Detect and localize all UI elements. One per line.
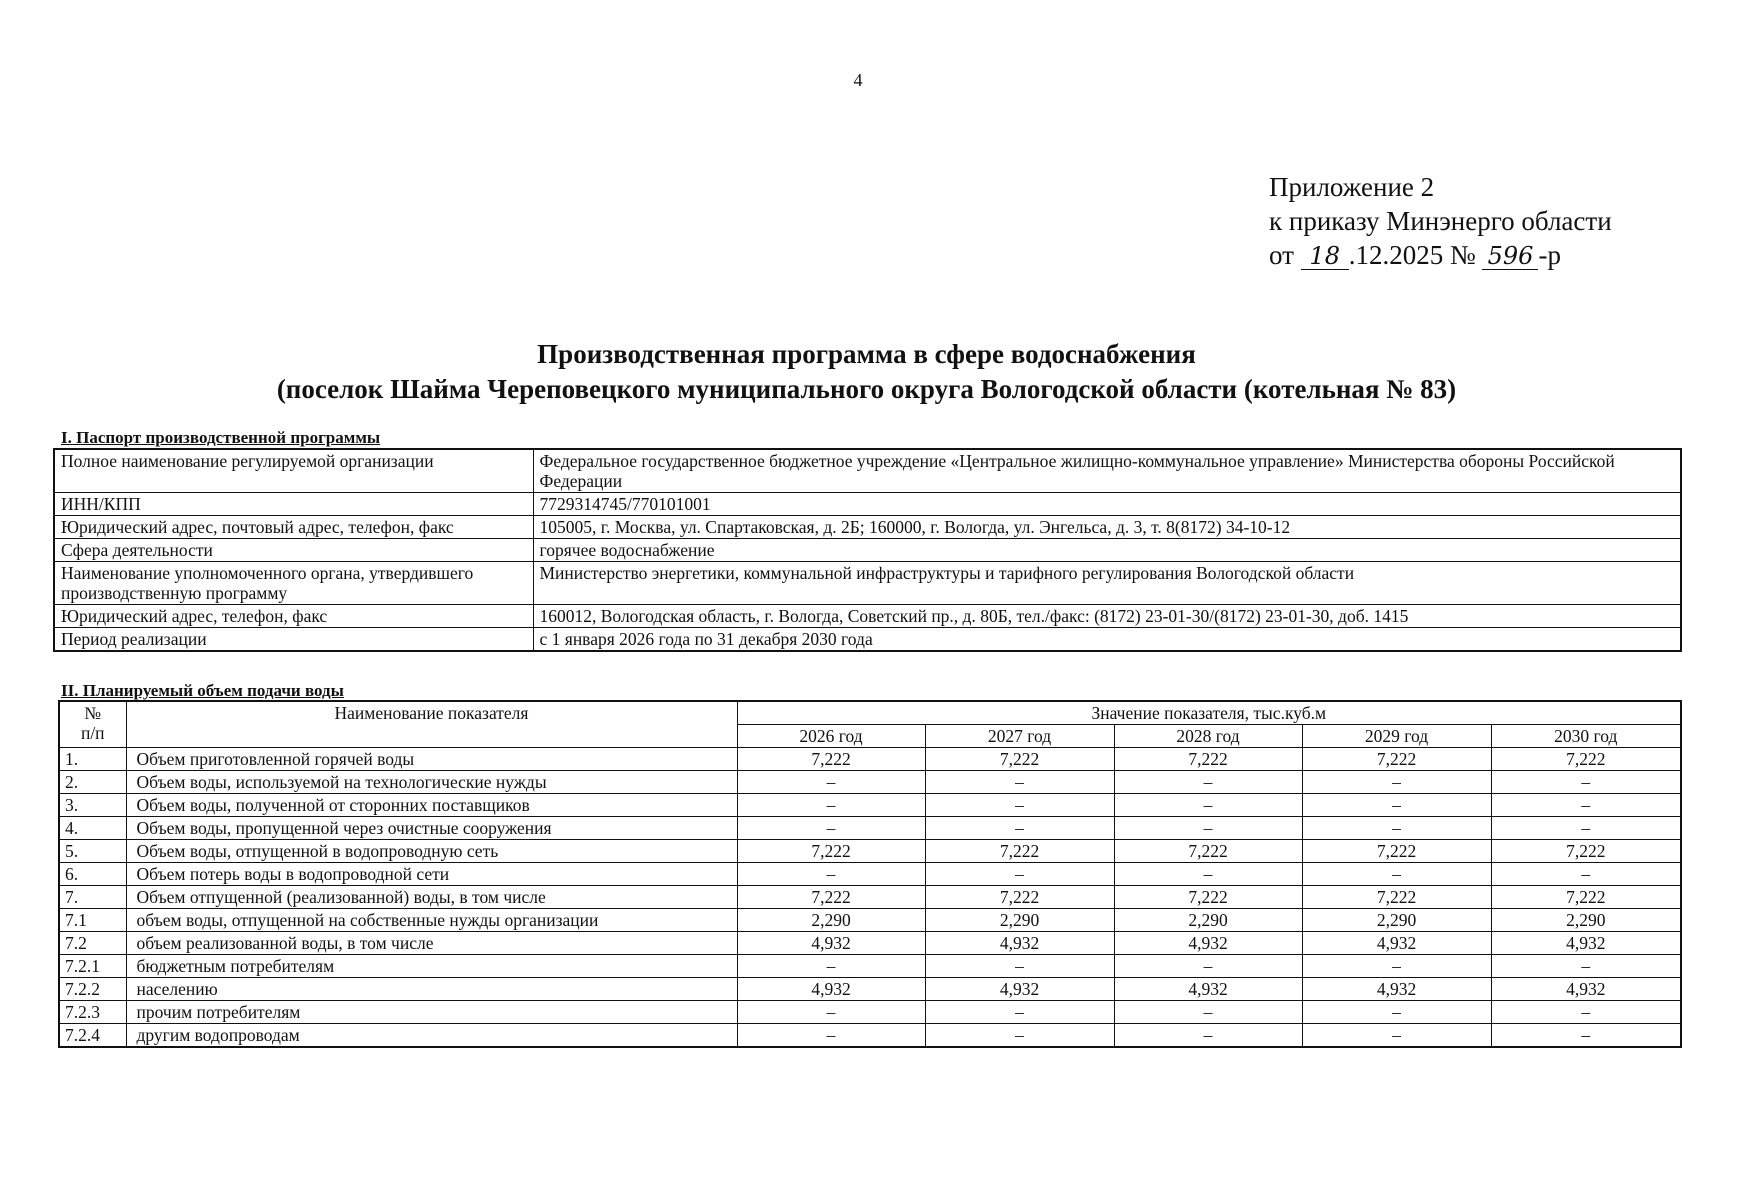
passport-value: горячее водоснабжение <box>533 539 1681 562</box>
value-2030: 7,222 <box>1491 840 1681 863</box>
passport-table <box>53 448 1682 652</box>
row-number: 7.2.3 <box>59 1001 126 1024</box>
value-2029: 2,290 <box>1302 909 1491 932</box>
value-2027: 7,222 <box>925 748 1114 771</box>
indicator-name: населению <box>126 978 737 1001</box>
header-year-2028: 2028 год <box>1114 725 1302 748</box>
value-2030: 7,222 <box>1491 748 1681 771</box>
value-2028: 2,290 <box>1114 909 1302 932</box>
header-year-2027: 2027 год <box>925 725 1114 748</box>
value-2027: – <box>925 1024 1114 1048</box>
table-row <box>54 516 1681 539</box>
value-2030: – <box>1491 771 1681 794</box>
value-2027: 7,222 <box>925 840 1114 863</box>
header-year-2026: 2026 год <box>737 725 925 748</box>
value-2030: 4,932 <box>1491 932 1681 955</box>
row-number: 7.1 <box>59 909 126 932</box>
header-year-2030: 2030 год <box>1491 725 1681 748</box>
value-2027: 4,932 <box>925 932 1114 955</box>
value-2029: 4,932 <box>1302 978 1491 1001</box>
value-2030: – <box>1491 1024 1681 1048</box>
title-line-2: (поселок Шайма Череповецкого муниципального округа Вологодской области (котельная № 83) <box>276 374 1457 404</box>
value-2027: – <box>925 955 1114 978</box>
row-number: 7. <box>59 886 126 909</box>
value-2029: 7,222 <box>1302 748 1491 771</box>
handwritten-order-number: 596 <box>1482 243 1538 270</box>
indicator-name: Объем отпущенной (реализованной) воды, в том числе <box>126 886 737 909</box>
value-2029: – <box>1302 794 1491 817</box>
value-2026: – <box>737 771 925 794</box>
value-2027: – <box>925 771 1114 794</box>
indicator-name: Объем воды, пропущенной через очистные сооружения <box>126 817 737 840</box>
value-2026: 7,222 <box>737 886 925 909</box>
table-row <box>59 886 1681 909</box>
passport-value: 105005, г. Москва, ул. Спартаковская, д. 2Б; 160000, г. Вологда, ул. Энгельса, д. 3, т. 8(8172) 34-10-12 <box>533 516 1681 539</box>
value-2030: – <box>1491 794 1681 817</box>
value-2027: – <box>925 1001 1114 1024</box>
indicator-name: другим водопроводам <box>126 1024 737 1048</box>
table-row <box>59 771 1681 794</box>
date-rest: .12.2025 № <box>1348 240 1476 270</box>
indicator-name: Объем воды, используемой на технологические нужды <box>126 771 737 794</box>
value-2026: – <box>737 817 925 840</box>
table-row <box>54 628 1681 652</box>
value-2028: 4,932 <box>1114 932 1302 955</box>
value-2029: 7,222 <box>1302 886 1491 909</box>
page-number: 4 <box>853 70 863 90</box>
value-2028: 7,222 <box>1114 748 1302 771</box>
value-2028: – <box>1114 1001 1302 1024</box>
value-2029: – <box>1302 1024 1491 1048</box>
value-2029: – <box>1302 863 1491 886</box>
value-2029: – <box>1302 955 1491 978</box>
value-2026: 4,932 <box>737 932 925 955</box>
value-2026: – <box>737 794 925 817</box>
table-row <box>54 449 1681 493</box>
value-2026: – <box>737 955 925 978</box>
indicator-name: Объем воды, полученной от сторонних поставщиков <box>126 794 737 817</box>
value-2030: – <box>1491 863 1681 886</box>
value-2027: – <box>925 817 1114 840</box>
row-number: 7.2 <box>59 932 126 955</box>
value-2027: – <box>925 863 1114 886</box>
header-year-2029: 2029 год <box>1302 725 1491 748</box>
value-2027: 4,932 <box>925 978 1114 1001</box>
table-row <box>54 493 1681 516</box>
indicator-name: прочим потребителям <box>126 1001 737 1024</box>
value-2028: – <box>1114 817 1302 840</box>
table-row <box>59 1001 1681 1024</box>
passport-value: 160012, Вологодская область, г. Вологда, Советский пр., д. 80Б, тел./факс: (8172) 23-01-30/(8172) 23-01-30, доб. 1415 <box>533 605 1681 628</box>
row-number: 6. <box>59 863 126 886</box>
table-row <box>54 605 1681 628</box>
value-2029: 7,222 <box>1302 840 1491 863</box>
table-row <box>54 562 1681 605</box>
passport-label: Юридический адрес, телефон, факс <box>54 605 533 628</box>
volume-table <box>58 700 1682 1048</box>
table-row <box>54 539 1681 562</box>
value-2028: – <box>1114 794 1302 817</box>
row-number: 2. <box>59 771 126 794</box>
value-2028: – <box>1114 771 1302 794</box>
appendix-line-2: к приказу Минэнерго области <box>1269 206 1612 236</box>
table-row <box>59 863 1681 886</box>
passport-label: ИНН/КПП <box>54 493 533 516</box>
value-2030: – <box>1491 1001 1681 1024</box>
value-2030: – <box>1491 817 1681 840</box>
value-2026: 7,222 <box>737 840 925 863</box>
row-number: 3. <box>59 794 126 817</box>
passport-label: Юридический адрес, почтовый адрес, телефон, факс <box>54 516 533 539</box>
indicator-name: Объем приготовленной горячей воды <box>126 748 737 771</box>
value-2026: – <box>737 1001 925 1024</box>
header-number-line-1: № <box>84 703 102 723</box>
document-title <box>53 337 1680 407</box>
value-2027: 7,222 <box>925 886 1114 909</box>
header-number <box>59 701 126 748</box>
row-number: 1. <box>59 748 126 771</box>
row-number: 4. <box>59 817 126 840</box>
row-number: 7.2.1 <box>59 955 126 978</box>
title-line-1: Производственная программа в сфере водоснабжения <box>537 339 1196 369</box>
value-2028: 7,222 <box>1114 840 1302 863</box>
date-prefix: от <box>1269 240 1294 270</box>
indicator-name: Объем потерь воды в водопроводной сети <box>126 863 737 886</box>
value-2028: – <box>1114 863 1302 886</box>
value-2026: 4,932 <box>737 978 925 1001</box>
handwritten-day: 18 <box>1301 243 1349 270</box>
indicator-name: Объем воды, отпущенной в водопроводную сеть <box>126 840 737 863</box>
value-2027: – <box>925 794 1114 817</box>
passport-heading: I. Паспорт производственной программы <box>61 428 381 447</box>
value-2030: 4,932 <box>1491 978 1681 1001</box>
appendix-date-line <box>1269 238 1612 272</box>
volume-heading: II. Планируемый объем подачи воды <box>61 681 344 700</box>
table-row <box>59 955 1681 978</box>
header-values-group: Значение показателя, тыс.куб.м <box>737 701 1681 725</box>
table-row <box>59 1024 1681 1048</box>
table-row <box>59 817 1681 840</box>
passport-label: Наименование уполномоченного органа, утвердившего производственную программу <box>54 562 533 605</box>
passport-label: Сфера деятельности <box>54 539 533 562</box>
value-2029: – <box>1302 771 1491 794</box>
value-2030: – <box>1491 955 1681 978</box>
value-2028: 7,222 <box>1114 886 1302 909</box>
passport-value: Министерство энергетики, коммунальной инфраструктуры и тарифного регулирования Вологодской области <box>533 562 1681 605</box>
header-number-line-2: п/п <box>80 723 105 743</box>
row-number: 7.2.4 <box>59 1024 126 1048</box>
row-number: 7.2.2 <box>59 978 126 1001</box>
value-2026: – <box>737 863 925 886</box>
value-2026: 7,222 <box>737 748 925 771</box>
value-2028: 4,932 <box>1114 978 1302 1001</box>
table-row <box>59 794 1681 817</box>
row-number: 5. <box>59 840 126 863</box>
value-2028: – <box>1114 1024 1302 1048</box>
value-2029: 4,932 <box>1302 932 1491 955</box>
value-2026: 2,290 <box>737 909 925 932</box>
table-row <box>59 748 1681 771</box>
indicator-name: объем реализованной воды, в том числе <box>126 932 737 955</box>
passport-label: Полное наименование регулируемой организации <box>54 449 533 493</box>
table-row <box>59 840 1681 863</box>
value-2030: 7,222 <box>1491 886 1681 909</box>
value-2029: – <box>1302 1001 1491 1024</box>
header-indicator-name: Наименование показателя <box>126 701 737 748</box>
indicator-name: объем воды, отпущенной на собственные нужды организации <box>126 909 737 932</box>
table-row <box>59 909 1681 932</box>
value-2030: 2,290 <box>1491 909 1681 932</box>
passport-value: с 1 января 2026 года по 31 декабря 2030 года <box>533 628 1681 652</box>
value-2028: – <box>1114 955 1302 978</box>
value-2027: 2,290 <box>925 909 1114 932</box>
passport-label: Период реализации <box>54 628 533 652</box>
appendix-block <box>1269 170 1612 272</box>
passport-value: 7729314745/770101001 <box>533 493 1681 516</box>
appendix-line-1: Приложение 2 <box>1269 172 1435 202</box>
table-row <box>59 978 1681 1001</box>
value-2029: – <box>1302 817 1491 840</box>
indicator-name: бюджетным потребителям <box>126 955 737 978</box>
order-suffix: -р <box>1538 240 1561 270</box>
value-2026: – <box>737 1024 925 1048</box>
passport-value: Федеральное государственное бюджетное учреждение «Центральное жилищно-коммунальное управление» Министерства обороны Российской Федерации <box>533 449 1681 493</box>
header-row <box>59 701 1681 725</box>
table-row <box>59 932 1681 955</box>
